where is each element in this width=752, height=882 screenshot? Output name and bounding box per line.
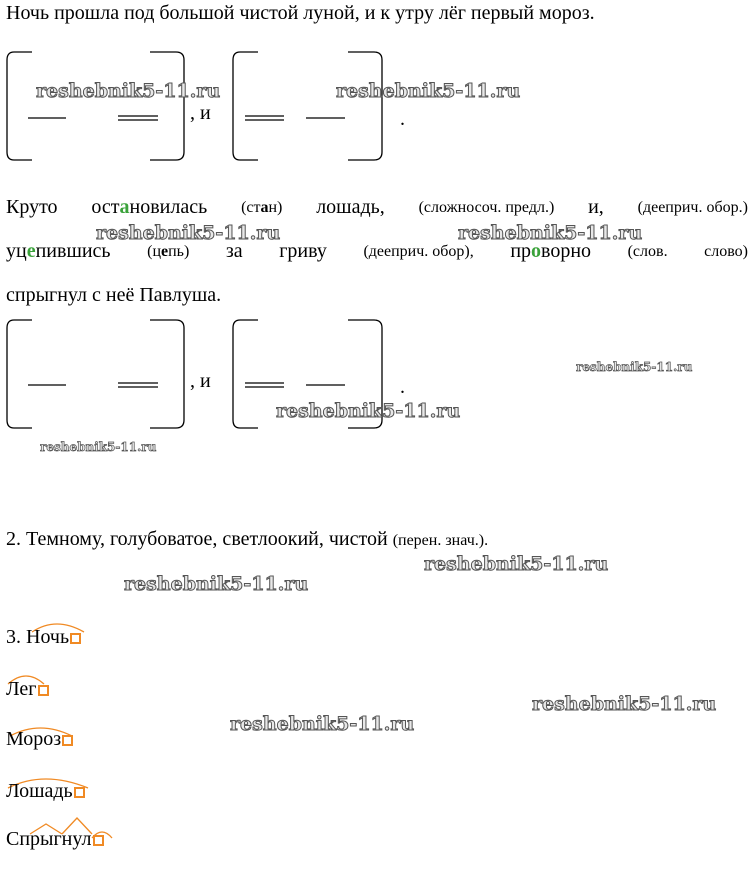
note: (дееприч. обор.): [637, 199, 748, 216]
watermark: reshebnik5-11.ru: [576, 360, 693, 374]
word: лошадь,: [316, 196, 385, 218]
watermark: reshebnik5-11.ru: [124, 573, 309, 595]
note: (цепь): [147, 243, 190, 260]
watermark: reshebnik5-11.ru: [424, 553, 609, 575]
watermark: reshebnik5-11.ru: [96, 222, 281, 244]
watermark: reshebnik5-11.ru: [276, 400, 461, 422]
watermark: reshebnik5-11.ru: [336, 80, 521, 102]
word: гриву: [279, 240, 327, 262]
watermark: reshebnik5-11.ru: [40, 440, 157, 454]
watermark: reshebnik5-11.ru: [458, 222, 643, 244]
task-3-word-4: Лошадь: [6, 780, 85, 803]
sentence-1: Ночь прошла под большой чистой луной, и к утру лёг первый мороз.: [6, 2, 595, 24]
word: остановилась: [91, 196, 208, 218]
scheme-2-separator: , и: [190, 370, 211, 392]
ending-box: [74, 787, 85, 798]
note: слово): [704, 243, 748, 260]
task-2: 2. Темному, голубоватое, светлоокий, чистой (перен. знач.).: [6, 528, 489, 550]
scheme-1-separator: , и: [190, 102, 211, 124]
ending-box: [93, 835, 104, 846]
task-3-word-3: Мороз: [6, 728, 73, 751]
note: (сложносоч. предл.): [418, 199, 555, 216]
ending-box: [38, 685, 49, 696]
scheme-2-end: .: [400, 376, 405, 398]
ending-box: [62, 735, 73, 746]
word: уцепившись: [6, 240, 111, 262]
word: и,: [588, 196, 604, 218]
sentence-2-line-3: спрыгнул с неё Павлуша.: [6, 284, 222, 306]
word: Круто: [6, 196, 58, 218]
ending-box: [70, 633, 81, 644]
task-3-word-5: Спрыгнул: [6, 828, 104, 851]
note: (дееприч. обор),: [363, 243, 474, 260]
note: (стан): [241, 199, 283, 216]
note: (слов.: [627, 243, 668, 260]
watermark: reshebnik5-11.ru: [36, 80, 221, 102]
sentence-2-line-1: [6, 196, 748, 219]
word: проворно: [510, 240, 592, 262]
word: за: [225, 240, 243, 262]
task-3-word-2: Лег: [6, 678, 49, 701]
task-3-word-1: 3. Ночь: [6, 626, 81, 649]
watermark: reshebnik5-11.ru: [230, 713, 415, 735]
watermark: reshebnik5-11.ru: [532, 693, 717, 715]
scheme-1-end: .: [400, 108, 405, 130]
